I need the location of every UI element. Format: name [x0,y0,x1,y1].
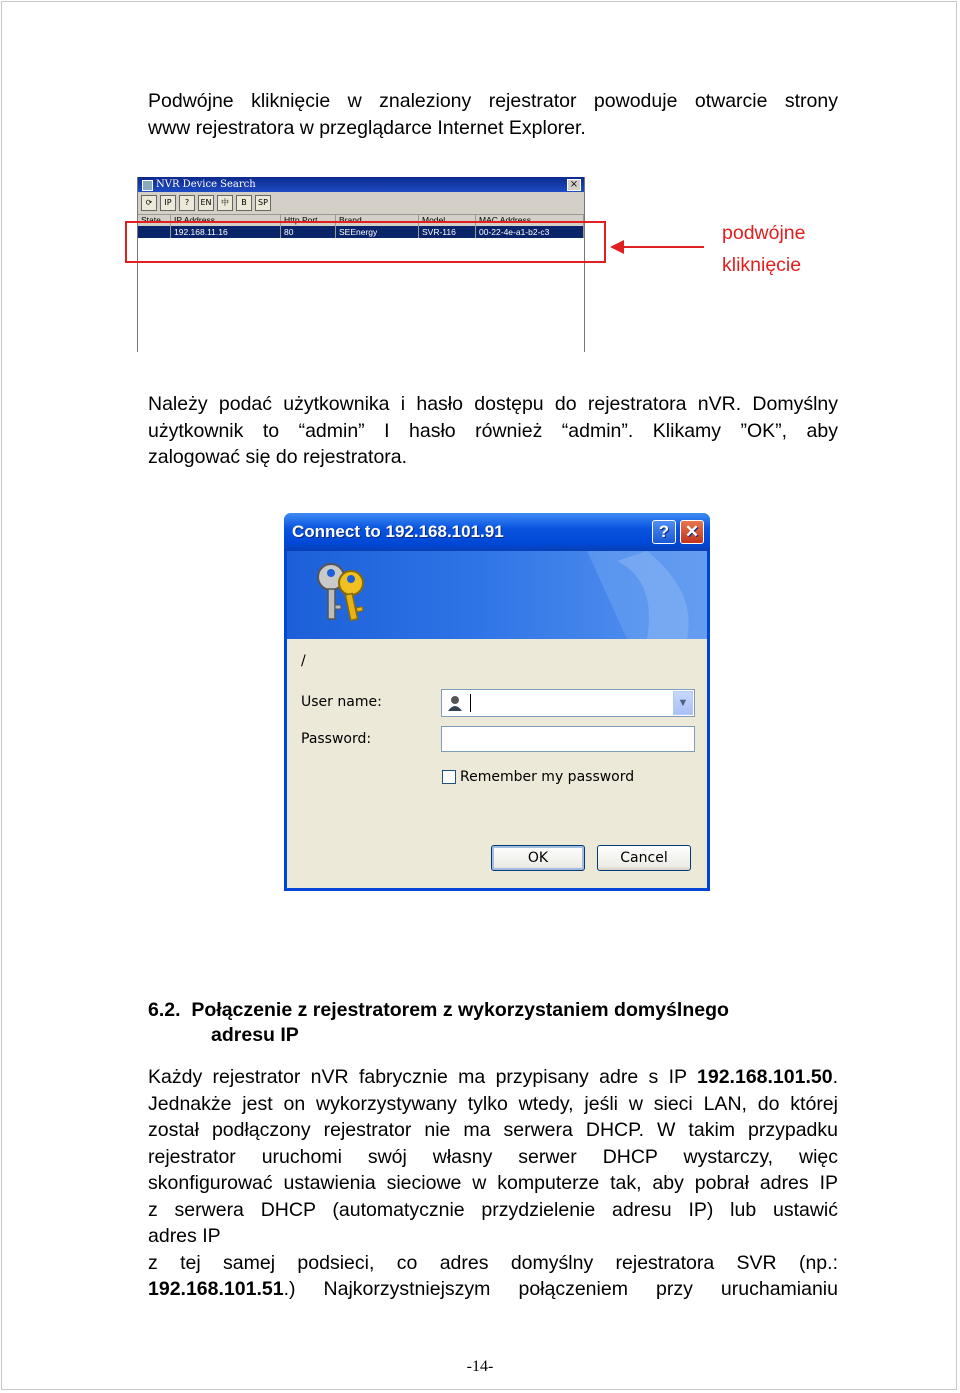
password-field[interactable] [441,726,695,752]
dialog-title-bar [284,513,710,551]
callout-line: podwójne [722,222,806,244]
intro-paragraph [148,88,838,141]
login-line: Należy podać użytkownika i hasło dostępu do rejestratora nVR. Domyślny [148,393,838,415]
body-text: .) Najkorzystniejszym połączeniem przy uruchamianiu [283,1278,838,1300]
section-title: Połączenie z rejestratorem z wykorzystaniem domyślnego [191,999,729,1021]
body-line: Jednakże jest on wykorzystywany tylko wtedy, jeśli w sieci LAN, do której [148,1092,838,1115]
page-number: -14- [466,1358,494,1375]
intro-line: Podwójne kliknięcie w znaleziony rejestrator powoduje otwarcie strony [148,90,838,112]
body-line: z serwera DHCP (automatycznie przydzielenie adresu IP) lub ustawić [148,1198,838,1221]
body-line [148,1276,838,1303]
chevron-down-icon[interactable]: ▼ [673,691,693,715]
close-button[interactable]: × [567,179,581,191]
user-icon [446,694,464,712]
body-paragraph [148,1064,838,1303]
username-combobox[interactable] [441,689,695,717]
realm-text: / [301,653,306,669]
english-language-button[interactable]: EN [198,195,214,211]
nvr-search-window [137,177,585,352]
section-heading [148,998,729,1048]
arrow-left-icon [610,240,624,254]
ip-address: 192.168.101.51 [148,1278,284,1300]
nvr-title: NVR Device Search [156,179,256,190]
remember-checkbox[interactable] [442,770,456,784]
login-line: zalogować się do rejestratora. [148,446,408,468]
dialog-title: Connect to 192.168.101.91 [292,522,504,541]
text-cursor [470,694,471,712]
dialog-banner [287,551,707,639]
password-label: Password: [301,731,372,747]
help-button[interactable]: ? [652,520,676,544]
login-paragraph [148,391,838,471]
table-cell: 80 [281,226,336,238]
callout-line: kliknięcie [722,254,802,276]
arrow-line [622,246,704,248]
body-text: . [832,1066,838,1088]
chinese-language-button[interactable]: 中 [217,195,233,211]
column-header[interactable]: Http Port [281,215,336,226]
sp-language-button[interactable]: SP [255,195,271,211]
ok-button[interactable]: OK [491,845,585,871]
username-label: User name: [301,694,382,710]
refresh-icon[interactable]: ⟳ [141,195,157,211]
remember-label: Remember my password [460,769,635,785]
keys-icon [309,557,379,627]
app-icon [142,180,153,191]
intro-line: www rejestratora w przeglądarce Internet Explorer. [148,116,586,139]
login-dialog [284,513,710,891]
nvr-toolbar [138,192,584,215]
column-header[interactable]: MAC Address [476,215,584,226]
login-line: użytkownik to “admin” I hasło również “admin”. Klikamy ”OK”, aby [148,419,838,442]
cancel-button[interactable]: Cancel [597,845,691,871]
table-cell: 192.168.11.16 [171,226,281,238]
table-cell: 00-22-4e-a1-b2-c3 [476,226,584,238]
body-line: adres IP [148,1225,221,1247]
section-title-cont: adresu IP [211,1024,299,1046]
ip-address: 192.168.101.50 [697,1066,833,1088]
body-line: skonfigurować ustawienia sieciowe w komputerze tak, aby pobrał adres IP [148,1172,838,1194]
b-language-button[interactable]: B [236,195,252,211]
ip-settings-icon[interactable]: IP [160,195,176,211]
body-line [148,1064,838,1091]
column-header[interactable]: Brand [336,215,419,226]
help-icon[interactable]: ? [179,195,195,211]
column-header[interactable]: IP Address [171,215,281,226]
highlight-box [125,221,606,263]
body-line: został podłączony rejestrator nie ma serwera DHCP. W takim przypadku [148,1119,838,1141]
table-cell: SVR-116 [419,226,476,238]
body-line: rejestrator uruchomi swój własny serwer DHCP wystarczy, więc [148,1145,838,1168]
close-button[interactable]: ✕ [680,520,704,544]
section-number: 6.2. [148,999,181,1021]
body-line: z tej samej podsieci, co adres domyślny rejestratora SVR (np.: [148,1251,838,1274]
column-header[interactable]: Model [419,215,476,226]
table-cell: SEEnergy [336,226,419,238]
body-text: Każdy rejestrator nVR fabrycznie ma przypisany adre s IP [148,1066,698,1088]
callout-text [722,217,805,281]
column-header[interactable]: State [138,215,171,226]
nvr-title-bar [138,177,584,192]
